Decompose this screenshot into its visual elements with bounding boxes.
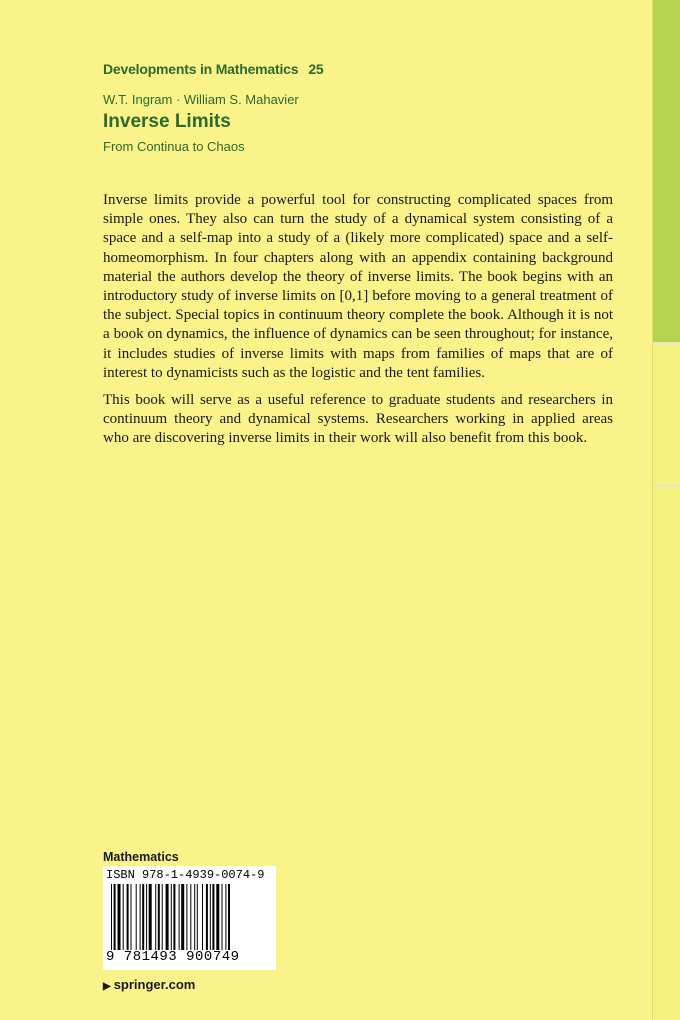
barcode-bar	[149, 884, 152, 950]
barcode-bar	[210, 884, 211, 950]
spine-divider	[653, 342, 680, 345]
barcode-bar	[194, 884, 195, 950]
barcode-bar	[155, 884, 156, 950]
barcode-bar	[111, 884, 112, 950]
barcode-bar	[225, 884, 226, 950]
barcode-bar	[222, 884, 223, 950]
barcode-bar	[136, 884, 137, 950]
barcode-bars	[111, 884, 269, 950]
website-label: springer.com	[113, 977, 196, 992]
description	[103, 191, 613, 457]
barcode-bar	[127, 884, 129, 950]
barcode-digits: 9 781493 900749	[106, 949, 240, 965]
barcode-bar	[146, 884, 147, 950]
book-subtitle: From Continua to Chaos	[103, 139, 245, 154]
barcode-bar	[166, 884, 169, 950]
barcode-bar	[140, 884, 141, 950]
spine-divider	[653, 484, 680, 487]
barcode-bar	[118, 884, 121, 950]
subject-category: Mathematics	[103, 850, 179, 864]
barcode-bar	[228, 884, 230, 950]
barcode-bar	[186, 884, 187, 950]
series-name: Developments in Mathematics	[103, 61, 299, 77]
barcode-bar	[114, 884, 116, 950]
barcode-bar	[131, 884, 132, 950]
barcode-bar	[171, 884, 172, 950]
barcode-bar	[212, 884, 214, 950]
arrow-right-icon: ▶	[103, 981, 111, 992]
barcode-bar	[179, 884, 180, 950]
barcode-bar	[162, 884, 163, 950]
barcode-bar	[173, 884, 175, 950]
book-title: Inverse Limits	[103, 111, 231, 132]
series-number: 25	[308, 61, 324, 77]
barcode-bar	[206, 884, 208, 950]
barcode-bar	[158, 884, 160, 950]
barcode-bar	[123, 884, 124, 950]
barcode-bar	[216, 884, 219, 950]
publisher-website[interactable]	[103, 977, 195, 992]
barcode-bar	[142, 884, 144, 950]
description-paragraph: Inverse limits provide a powerful tool for constructing complicated spaces from simple ones. They also can turn the study of a dynamical system consisting of a space and a self-map into a study of a (likely more complicated) space and a self-homeomorphism. In four chapters along with an appendix containing background material the authors develop the theory of inverse limits. The book begins with an introductory study of inverse limits on [0,1] before moving to a general treatment of the subject. Special topics in continuum theory complete the book. Although it is not a book on dynamics, the influence of dynamics can be seen throughout; for instance, it includes studies of inverse limits with maps from families of maps that are of interest to dynamicists such as the logistic and the tent families.	[103, 192, 613, 381]
barcode-bar	[202, 884, 203, 950]
isbn-label: ISBN 978-1-4939-0074-9	[106, 868, 265, 882]
barcode-bar	[197, 884, 198, 950]
isbn-barcode	[103, 866, 276, 970]
authors: W.T. Ingram · William S. Mahavier	[103, 92, 299, 107]
barcode-bar	[181, 884, 184, 950]
description-paragraph: This book will serve as a useful reference to graduate students and researchers in continuum theory and dynamical systems. Researchers working in applied areas who are discovering inverse limits in their work will also benefit from this book.	[103, 392, 613, 447]
barcode-bar	[190, 884, 191, 950]
series-line	[103, 61, 324, 77]
spine-green-band	[653, 0, 680, 342]
